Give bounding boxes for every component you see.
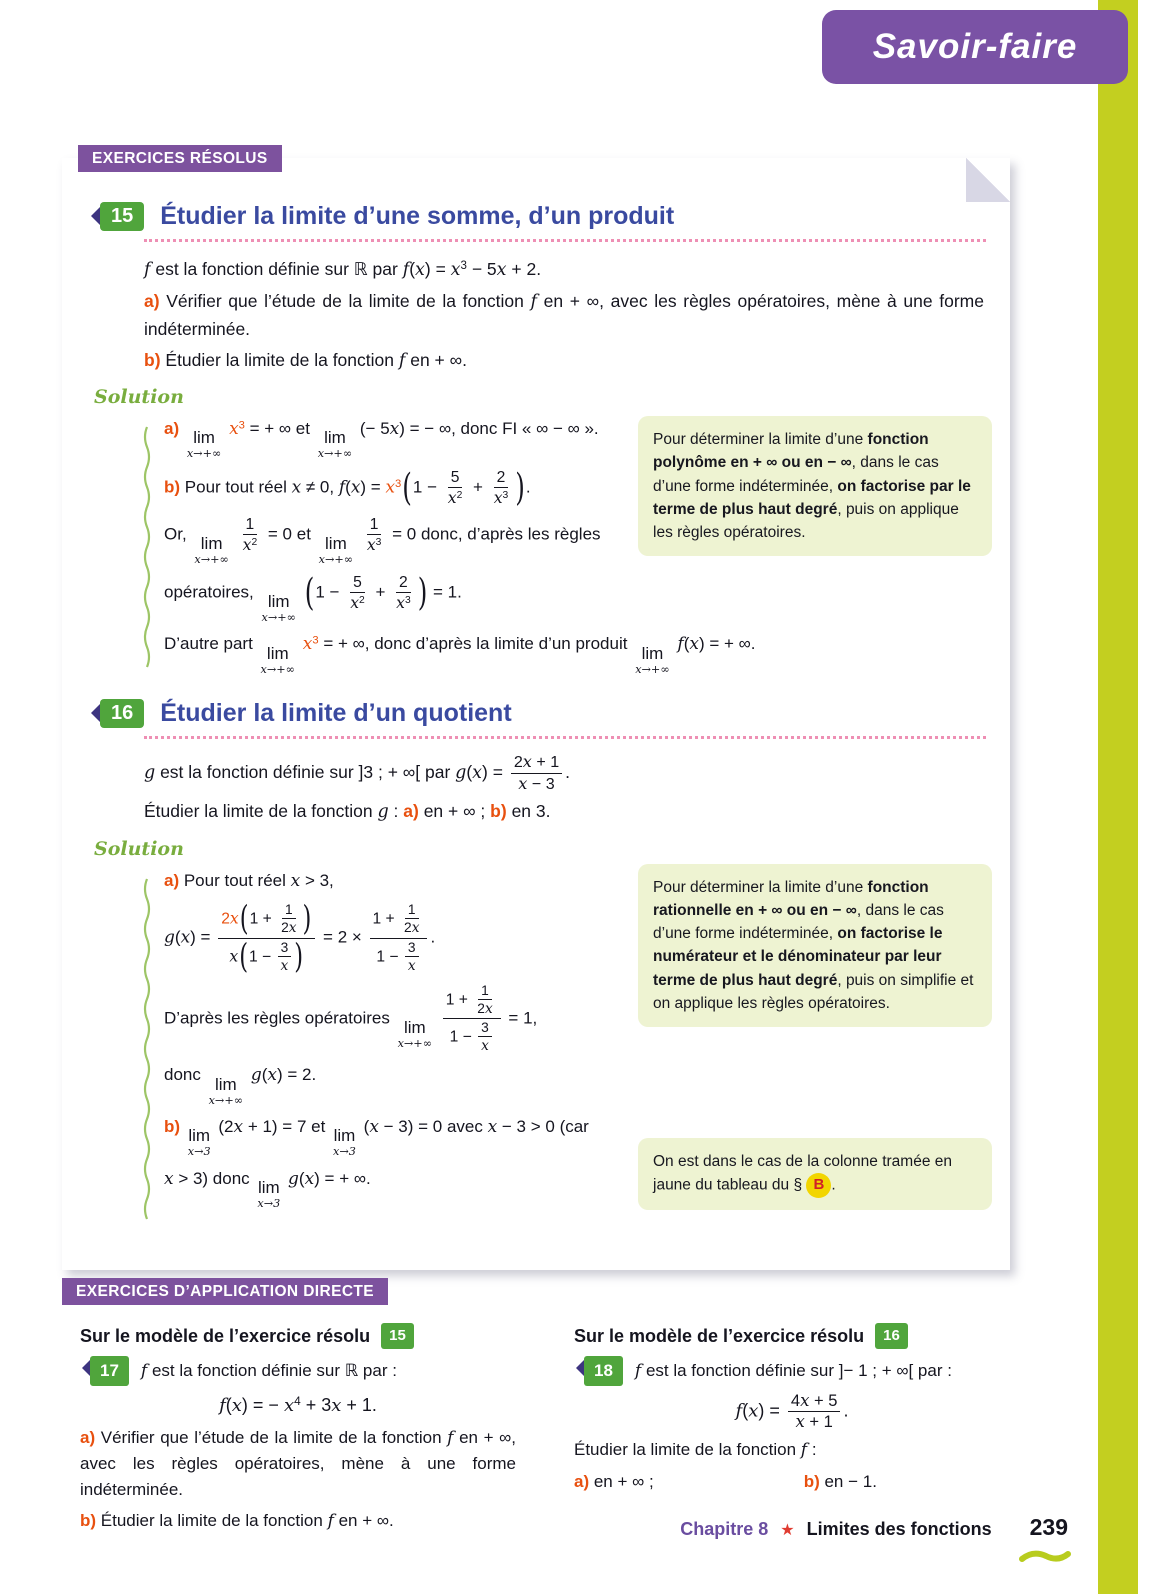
card-content — [62, 158, 1010, 1209]
solution-15-line-dautre-part: D’autre part lim x→+∞ $x^3$ = + ∞, donc d’après la limite d’un produit lim x→+∞ f(x) = + ∞. — [164, 634, 756, 676]
chapter-label: Chapitre 8 — [680, 1519, 769, 1539]
exercise-15-question-b: b) Étudier la limite de la fonction f en + ∞. — [144, 349, 467, 371]
hint-note-table-reference: On est dans le cas de la colonne tramée en jaune du tableau du § B . — [638, 1138, 992, 1210]
page-number-underline-icon — [1018, 1548, 1072, 1564]
page-footer — [0, 1514, 1068, 1541]
solution-label: Solution — [94, 837, 184, 860]
page-edge-stripe — [1098, 0, 1138, 1594]
exercise-15-title: Étudier la limite d’une somme, d’un produit — [160, 202, 675, 230]
exercise-15-solution — [78, 386, 994, 675]
hint-note-polynomial: Pour déterminer la limite d’une fonction polynôme en + ∞ ou en − ∞, dans le cas d’une forme indéterminée, on factorise par le terme de plus haut degré, puis on applique les règles opératoires. — [638, 416, 992, 556]
model-reference-16: Sur le modèle de l’exercice résolu 16 — [574, 1323, 1010, 1350]
dotted-separator — [144, 239, 986, 242]
solution-16-line-donc: donc lim x→+∞ g(x) = 2. — [164, 1065, 317, 1107]
banner-label: Savoir-faire — [872, 27, 1078, 66]
page-number: 239 — [1029, 1514, 1068, 1540]
hint-note-rational: Pour déterminer la limite d’une fonction rationnelle en + ∞ ou en − ∞, dans le cas d’une forme indéterminée, on factorise le numérateur et le dénominateur par leur terme de plus haut degré, puis on simplifie et on applique les règles opératoires. — [638, 864, 992, 1028]
exercise-15-header — [100, 202, 994, 231]
exercise-17-question-b: b) Étudier la limite de la fonction f en + ∞. — [80, 1511, 394, 1531]
exercise-16-question: Étudier la limite de la fonction g : a) en + ∞ ; b) en 3. — [144, 801, 551, 823]
content-card — [62, 150, 1010, 1270]
chapter-star-icon: ★ — [780, 1522, 795, 1539]
solution-16-line-regles: D’après les règles opératoires lim x→+∞ 1 + $\frac{1}{2x}$ 1 − $\frac{3}{x}$ = 1, — [164, 982, 538, 1055]
exercise-18-intro: f est la fonction définie sur ]− 1 ; + ∞[ par : — [634, 1360, 952, 1381]
solution-16-line-b2: x > 3) donc lim x→3 g(x) = + ∞. — [164, 1168, 371, 1210]
solution-15-line-or: Or, lim x→+∞ $\frac{1}{x^2}$ = 0 et lim x→+∞ $\frac{1}{x^3}$ = 0 donc, d’après les règles — [164, 515, 601, 566]
exercise-17-number-badge — [90, 1356, 129, 1386]
exercise-18-number: 18 — [594, 1361, 613, 1380]
solution-label: Solution — [94, 386, 184, 408]
solution-15-line-operatoires: opératoires, lim x→+∞ (1 − $\frac{5}{x^2}$ + $\frac{2}{x^3}$ ) = 1. — [164, 570, 462, 625]
exercise-16-statement — [144, 753, 984, 826]
solution-15-line-b: b) Pour tout réel x ≠ 0, $f(x) = x^3(1$ − $\frac{5}{x^2}$ + $\frac{2}{x^3}$ ). — [164, 465, 531, 509]
exercise-18-question-a: a) en + ∞ ; — [574, 1472, 654, 1492]
exercise-18-equation: f(x) = $\frac{4x + 5}{x + 1}$ . — [735, 1390, 849, 1431]
exercise-18-question-b: b) en − 1. — [803, 1472, 877, 1492]
solution-16-content — [140, 869, 709, 1209]
application-section — [62, 1278, 1010, 1541]
exercise-15-question-a: a) Vérifier que l’étude de la limite de la fonction f en + ∞, avec les règles opératoires, mène à une forme indéterminée. — [144, 291, 984, 339]
exercices-application-badge: EXERCICES D’APPLICATION DIRECTE — [62, 1278, 388, 1305]
solution-16-line-a: a) Pour tout réel x > 3, — [164, 870, 334, 891]
exercise-18-questions — [574, 1469, 1010, 1495]
solution-16-display-equation: g(x) = 2x(1 + $\frac{1}{2x}$ ) x(1 − $\frac{3}{x}$ ) = 2 × 1 + $\frac{1}{2x}$ 1 − $\frac{3}{x}$ . — [164, 899, 436, 976]
exercise-17-number: 17 — [100, 1361, 119, 1380]
exercise-18-column — [574, 1317, 1010, 1541]
dotted-separator — [144, 736, 986, 739]
exercise-16-header — [100, 699, 994, 728]
exercise-15-intro: f est la fonction définie sur ℝ par $f(x) = x^3 - 5x + 2$. — [144, 259, 542, 280]
exercise-17-column — [80, 1317, 516, 1541]
exercise-18-ask: Étudier la limite de la fonction f : — [574, 1439, 817, 1460]
chapter-title: Limites des fonctions — [806, 1519, 992, 1539]
application-columns — [80, 1317, 1010, 1541]
exercise-16-intro: g est la fonction définie sur ]3 ; + ∞[ par g(x) = $\frac{2x + 1}{x - 3}$ . — [144, 752, 571, 793]
exercise-15-statement — [144, 256, 984, 374]
exercise-17-question-a: a) Vérifier que l’étude de la limite de la fonction f en + ∞, avec les règles opératoires, mène à une forme indéterminée. — [80, 1427, 516, 1499]
solution-15-line-a: a) lim x→+∞ $x^3$ = + ∞ et lim x→+∞ (− 5x) = − ∞, donc FI « ∞ − ∞ ». — [164, 419, 599, 461]
exercise-18-number-badge — [584, 1356, 623, 1386]
savoir-faire-banner — [822, 10, 1128, 84]
exercise-16-number-badge: 16 — [100, 699, 144, 728]
model-reference-15: Sur le modèle de l’exercice résolu 15 — [80, 1323, 516, 1350]
solution-wave-line — [142, 425, 152, 687]
exercise-16-title: Étudier la limite d’un quotient — [160, 699, 512, 728]
exercise-16-solution — [78, 838, 994, 1209]
exercices-resolus-badge: EXERCICES RÉSOLUS — [78, 145, 282, 172]
exercise-17-equation: f(x) = − $x^4 + 3x + 1$. — [219, 1393, 377, 1416]
exercise-15-number-badge: 15 — [100, 202, 144, 231]
exercise-17-intro-line — [80, 1356, 516, 1386]
solution-wave-line — [142, 877, 152, 1239]
card-fold-corner-icon — [966, 158, 1010, 202]
solution-16-line-b1: b) lim x→3 (2x + 1) = 7 et lim x→3 (x − 3) = 0 avec x − 3 > 0 (car — [164, 1117, 589, 1159]
exercise-18-intro-line — [574, 1356, 1010, 1386]
exercise-17-intro: f est la fonction définie sur ℝ par : — [140, 1360, 397, 1381]
